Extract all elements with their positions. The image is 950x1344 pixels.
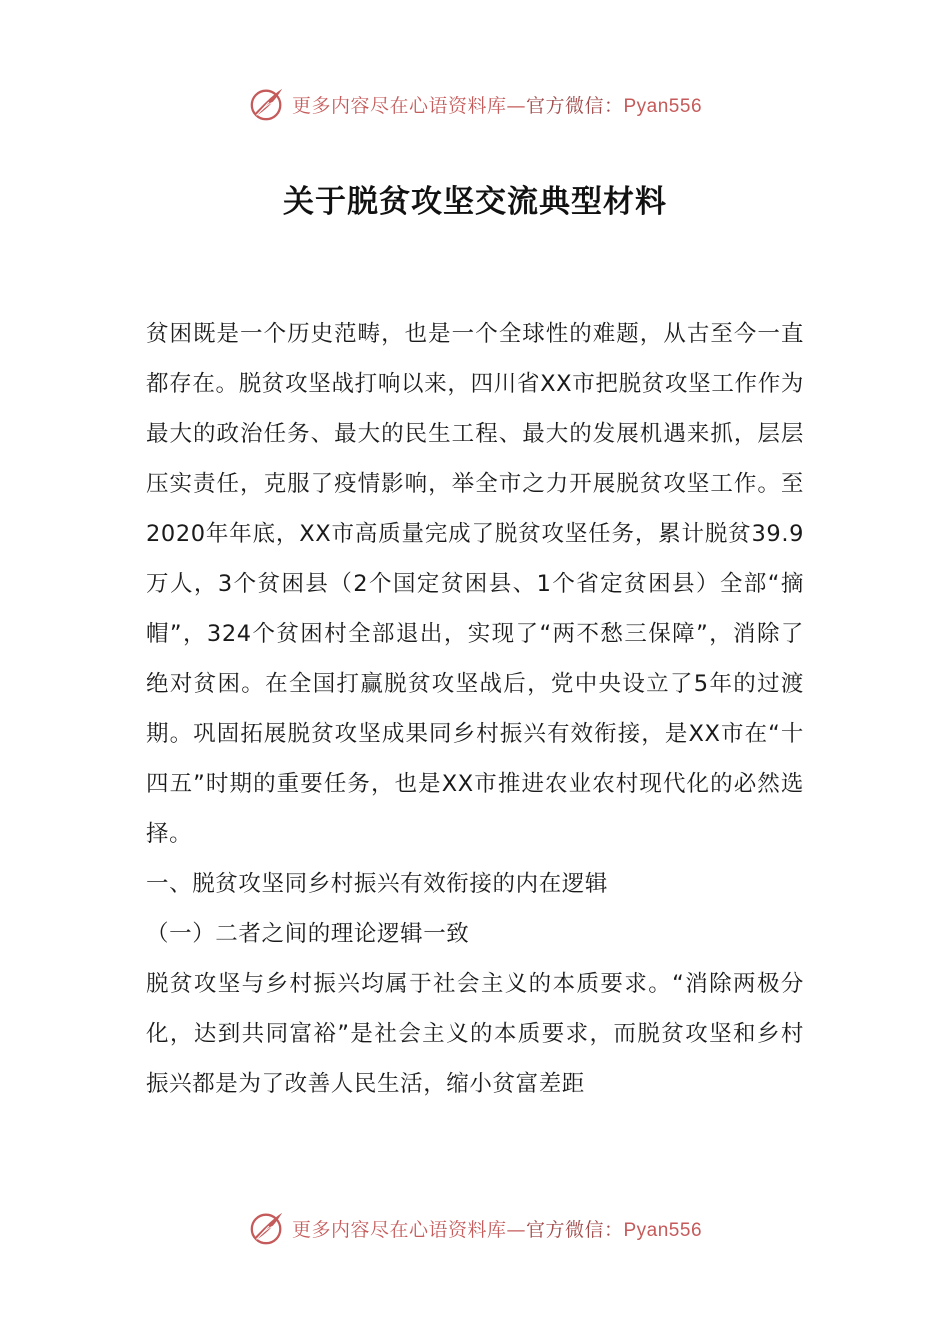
paragraph-section-1: 脱贫攻坚与乡村振兴均属于社会主义的本质要求。“消除两极分化，达到共同富裕”是社会主义的本质要求，而脱贫攻坚和乡村振兴都是为了改善人民生活，缩小贫富差距: [146, 971, 804, 1097]
section-heading-1: 一、脱贫攻坚同乡村振兴有效衔接的内在逻辑: [146, 871, 609, 897]
quill-pen-logo-icon: [248, 85, 286, 123]
watermark-text: [292, 91, 702, 118]
header-watermark-banner: [0, 84, 950, 124]
watermark-wechat-id: Pyan556: [623, 95, 703, 117]
watermark-dash: —: [506, 94, 526, 117]
watermark-slogan: 更多内容尽在心语资料库: [291, 1218, 507, 1241]
watermark-slogan: 更多内容尽在心语资料库: [291, 94, 507, 117]
quill-pen-logo-icon: [248, 1209, 286, 1247]
watermark-wechat-label: 官方微信：: [525, 94, 624, 117]
watermark-wechat-id: Pyan556: [623, 1219, 703, 1241]
document-title: 关于脱贫攻坚交流典型材料: [283, 184, 667, 220]
footer-watermark-banner: [0, 1208, 950, 1248]
paragraph-intro: 贫困既是一个历史范畴，也是一个全球性的难题，从古至今一直都存在。脱贫攻坚战打响以来，四川省XX市把脱贫攻坚工作作为最大的政治任务、最大的民生工程、最大的发展机遇来抓，层层压实责任，克服了疫情影响，举全市之力开展脱贫攻坚工作。至2020年年底，XX市高质量完成了脱贫攻坚任务，累计脱贫39.9万人，3个贫困县（2个国定贫困县、1个省定贫困县）全部“摘帽”，324个贫困村全部退出，实现了“两不愁三保障”，消除了绝对贫困。在全国打赢脱贫攻坚战后，党中央设立了5年的过渡期。巩固拓展脱贫攻坚成果同乡村振兴有效衔接，是XX市在“十四五”时期的重要任务，也是XX市推进农业农村现代化的必然选择。: [146, 321, 804, 847]
subsection-heading-1: （一）二者之间的理论逻辑一致: [146, 921, 470, 947]
watermark-wechat-label: 官方微信：: [525, 1218, 624, 1241]
watermark-dash: —: [506, 1218, 526, 1241]
watermark-text: [292, 1215, 702, 1242]
document-body: [146, 309, 804, 1109]
